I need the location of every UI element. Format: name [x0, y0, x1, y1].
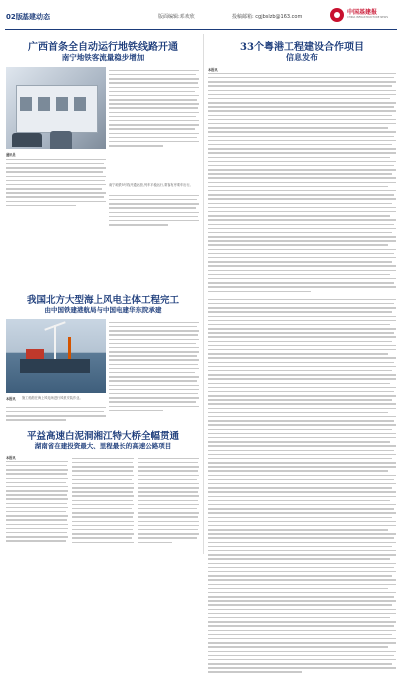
article-3-caption: 施工船舶在海上风电场进行风机安装作业。 — [22, 396, 83, 400]
article-3-title: 我国北方大型海上风电主体工程完工 — [26, 295, 179, 306]
logo-text: 中国基建报 — [347, 9, 378, 16]
article-1-photo — [6, 67, 106, 149]
article-3-byline: 本报讯 — [6, 397, 16, 401]
article-4-title: 平益高速白泥洞湘江特大桥全幅贯通 — [26, 431, 179, 442]
article-4-text-col1 — [6, 458, 68, 545]
article-1-subtitle: 南宁地铁客流量稳步增加 — [61, 53, 145, 62]
newspaper-logo — [330, 6, 396, 26]
article-3-text-right — [109, 319, 199, 414]
article-1-text-tail — [109, 192, 199, 228]
page-number: 02版 — [6, 13, 23, 21]
article-4-byline: 本报讯 — [6, 456, 16, 460]
article-1-text-right — [109, 67, 199, 149]
article-2-text-top — [208, 70, 396, 295]
article-2-text-bottom — [208, 296, 396, 676]
article-3-photo — [6, 319, 106, 393]
article-1-byline: 通讯员 — [6, 153, 16, 157]
article-2-title: 33个粤港工程建设合作项目 — [240, 42, 364, 53]
article-2-subtitle: 信息发布 — [286, 52, 318, 62]
article-2-byline: 本报讯 — [208, 68, 218, 72]
article-4-text-col3 — [138, 455, 199, 546]
article-1-title: 广西首条全自动运行地铁线路开通 — [28, 42, 178, 53]
article-1-caption: 南宁地铁5号线开通运营,列车平稳运行,乘客有序乘车出行。 — [109, 183, 193, 187]
page-header — [0, 0, 402, 34]
email-line: 投稿邮箱: cgjbslzb@163.com — [232, 14, 303, 20]
article-4-subtitle: 湖南省在建投资最大、里程最长的高速公路项目 — [34, 442, 172, 450]
logo-icon — [330, 8, 344, 22]
article-3-text-left — [6, 404, 106, 424]
editor-line: 版面编辑:邓欢欣 — [158, 14, 195, 20]
column-divider — [203, 34, 204, 554]
article-1-text-left — [6, 156, 106, 209]
section-name: 基建动态 — [22, 13, 50, 21]
header-rule — [5, 29, 397, 30]
article-3-subtitle: 由中国铁建港航局与中国电建华东院承建 — [44, 306, 162, 314]
logo-subtext: CHINA INFRASTRUCTURE NEWS — [347, 16, 389, 19]
article-4-text-col2 — [72, 455, 134, 546]
